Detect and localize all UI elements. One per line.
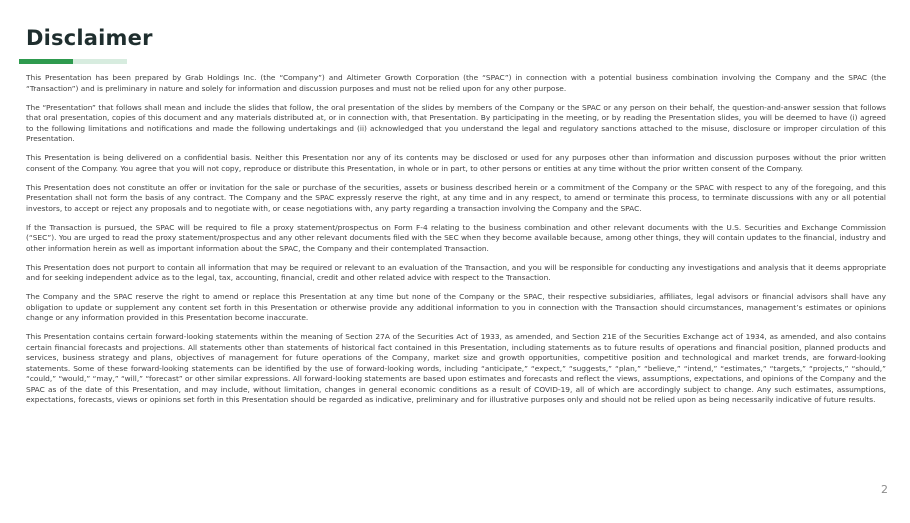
title-underline-tint: [73, 59, 127, 64]
disclaimer-paragraph-preparation: This Presentation has been prepared by Grab Holdings Inc. (the “Company”) and Altimeter Growth Corporation (the “SPAC”) in connection with a potential business combination involving the Company and the SPAC (the “Transaction”) and is preliminary in nature and solely for information and discussion purposes and must not be relied upon for any other purpose.: [26, 73, 886, 93]
disclaimer-paragraph-confidentiality: This Presentation is being delivered on a confidential basis. Neither this Presentation nor any of its contents may be disclosed or used for any purposes other than information and discussion purposes without the prior written consent of the Company. You agree that you will not copy, reproduce or distribute this Presentation, in whole or in part, to other persons or entities at any time without the prior written consent of the Company.: [26, 153, 886, 173]
page-number: 2: [881, 483, 888, 496]
title-underline: [19, 59, 127, 64]
title-underline-accent: [19, 59, 73, 64]
disclaimer-body: [26, 73, 886, 414]
disclaimer-paragraph-sec-filing: If the Transaction is pursued, the SPAC will be required to file a proxy statement/prospectus on Form F-4 relating to the business combination and other relevant documents with the U.S. Securities and Exchange Commission (“SEC”). You are urged to read the proxy statement/prospectus and any other relevant documents filed with the SEC when they become available because, among other things, they will contain updates to the financial, industry and other information herein as well as important information about the SPAC, the Company and their contemplated Transaction.: [26, 222, 886, 253]
disclaimer-paragraph-definition: The “Presentation” that follows shall mean and include the slides that follow, the oral presentation of the slides by members of the Company or the SPAC or any person on their behalf, the question-and-answer session that follows that oral presentation, copies of this document and any materials distributed at, or in connection with, that Presentation. By participating in the meeting, or by reading the Presentation slides, you will be deemed to have (i) agreed to the following limitations and notifications and made the following undertakings and (ii) acknowledged that you understand the legal and regulatory sanctions attached to the misuse, disclosure or improper circulation of this Presentation.: [26, 102, 886, 143]
page-title: Disclaimer: [26, 26, 153, 50]
disclaimer-paragraph-forward-looking: This Presentation contains certain forward-looking statements within the meaning of Section 27A of the Securities Act of 1933, as amended, and Section 21E of the Securities Exchange act of 1934, as amended, and also contains certain financial forecasts and projections. All statements other than statements of historical fact contained in this Presentation, including statements as to future results of operations and financial position, planned products and services, business strategy and plans, objectives of management for future operations of the Company, market size and growth opportunities, competitive position and technological and market trends, are forward-looking statements. Some of these forward-looking statements can be identified by the use of forward-looking words, including “anticipate,” “expect,” “suggests,” “plan,” “believe,” “intend,” “estimates,” “targets,” “projects,” “should,” “could,” “would,” “may,” “will,” “forecast” or other similar expressions. All forward-looking statements are based upon estimates and forecasts and reflect the views, assumptions, expectations, and opinions of the Company and the SPAC as of the date of this Presentation, and may include, without limitation, changes in general economic conditions as a result of COVID-19, all of which are accordingly subject to change. Any such estimates, assumptions, expectations, forecasts, views or opinions set forth in this Presentation should be regarded as indicative, preliminary and for illustrative purposes only and should not be relied upon as being necessarily indicative of future results.: [26, 332, 886, 404]
disclaimer-paragraph-no-offer: This Presentation does not constitute an offer or invitation for the sale or purchase of the securities, assets or business described herein or a commitment of the Company or the SPAC with respect to any of the foregoing, and this Presentation shall not form the basis of any contract. The Company and the SPAC expressly reserve the right, at any time and in any respect, to amend or terminate this process, to terminate discussions with any or all potential investors, to accept or reject any proposals and to negotiate with, or cease negotiations with, any party regarding a transaction involving the Company and the SPAC.: [26, 182, 886, 213]
disclaimer-paragraph-amendment: The Company and the SPAC reserve the right to amend or replace this Presentation at any time but none of the Company or the SPAC, their respective subsidiaries, affiliates, legal advisors or financial advisors shall have any obligation to update or supplement any content set forth in this Presentation or otherwise provide any additional information to you in connection with the Transaction should circumstances, management’s estimates or opinions change or any information provided in this Presentation become inaccurate.: [26, 292, 886, 322]
disclaimer-paragraph-not-complete: This Presentation does not purport to contain all information that may be required or relevant to an evaluation of the Transaction, and you will be responsible for conducting any investigations and analysis that it deems appropriate and for seeking independent advice as to the legal, tax, accounting, financial, credit and other related advice with respect to the Transaction.: [26, 262, 886, 282]
